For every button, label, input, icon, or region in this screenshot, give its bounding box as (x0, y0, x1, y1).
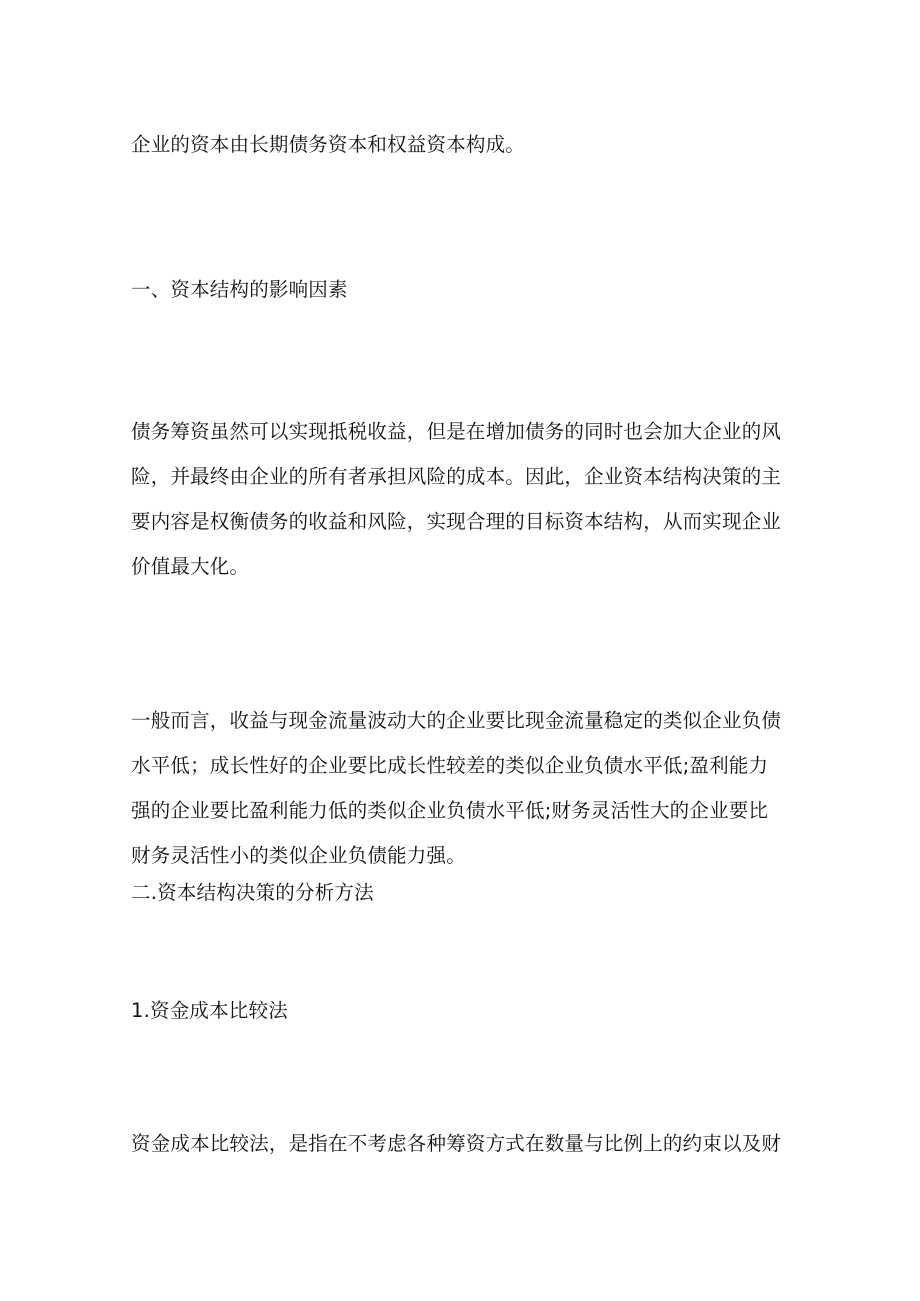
subsection-1-heading (131, 988, 796, 1033)
heading-text: 一、资本结构的影响因素 (131, 278, 348, 301)
text-line: 一般而言，收益与现金流量波动大的企业要比现金流量稳定的类似企业负债 (131, 709, 782, 732)
heading-text: 二.资本结构决策的分析方法 (131, 881, 374, 904)
text-line: 水平低；成长性好的企业要比成长性较差的类似企业负债水平低;盈利能力 (131, 754, 769, 777)
text-line: 险，并最终由企业的所有者承担风险的成本。因此，企业资本结构决策的主 (131, 465, 782, 488)
text-line: 债务筹资虽然可以实现抵税收益，但是在增加债务的同时也会加大企业的风 (131, 420, 782, 443)
heading-text: 1.资金成本比较法 (131, 999, 288, 1022)
text-line: 资金成本比较法，是指在不考虑各种筹资方式在数量与比例上的约束以及财 (131, 1132, 782, 1155)
text-line: 强的企业要比盈利能力低的类似企业负债水平低;财务灵活性大的企业要比 (131, 799, 769, 822)
section-1-heading (131, 267, 796, 312)
paragraph-1 (131, 409, 796, 589)
text-line: 要内容是权衡债务的收益和风险，实现合理的目标资本结构，从而实现企业 (131, 510, 782, 533)
text-line: 价值最大化。 (131, 555, 250, 578)
text-line: 企业的资本由长期债务资本和权益资本构成。 (131, 133, 526, 156)
text-line: 财务灵活性小的类似企业负债能力强。 (131, 844, 466, 867)
paragraph-2 (131, 698, 796, 878)
paragraph-3 (131, 1121, 796, 1166)
intro-paragraph (131, 122, 796, 167)
section-2-heading (131, 878, 796, 908)
